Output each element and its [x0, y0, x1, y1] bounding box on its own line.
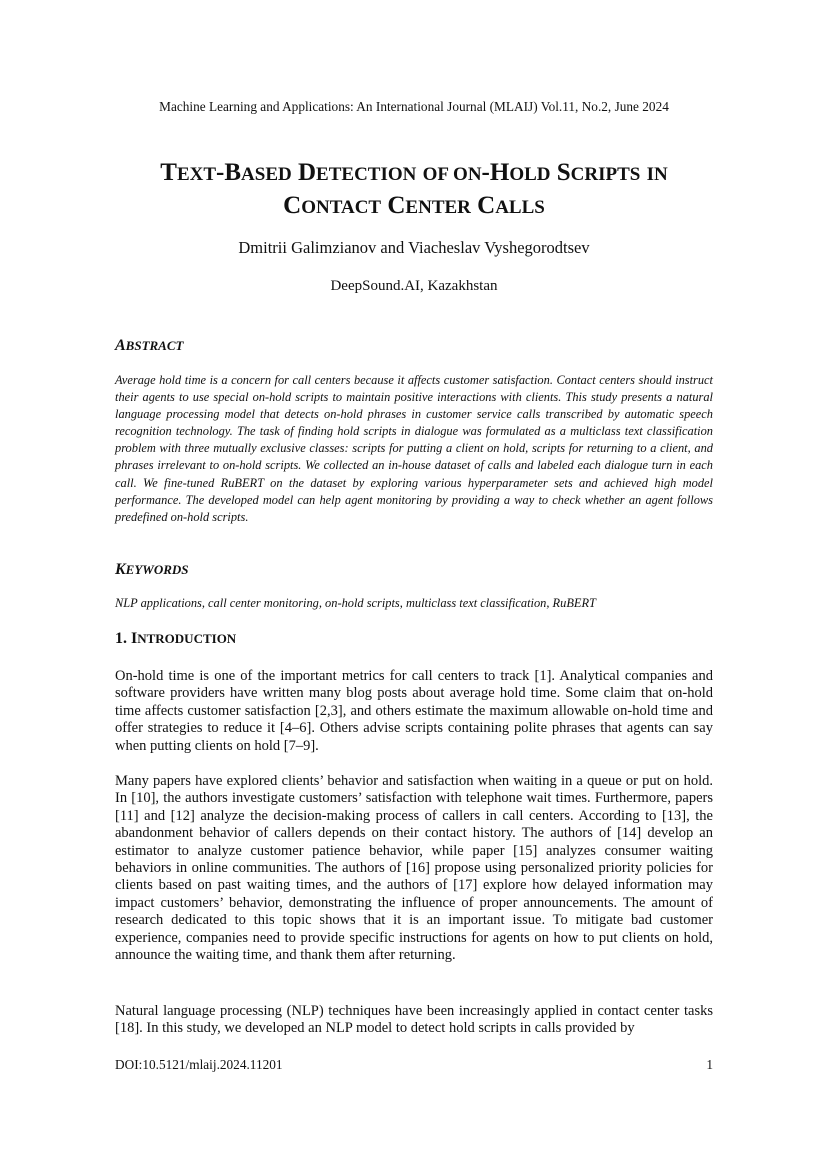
paper-title	[60, 157, 768, 223]
title-word-rest: ASED	[241, 164, 292, 185]
title-word-initial: C	[477, 192, 496, 219]
keywords-heading-rest: EYWORDS	[125, 562, 189, 577]
intro-paragraph-3: Natural language processing (NLP) techniques have been increasingly applied in contact center tasks [18]. In this study, we developed an NLP model to detect hold scripts in calls provided by	[115, 1003, 713, 1037]
title-word-initial: C	[387, 192, 406, 219]
footer-doi: DOI:10.5121/mlaij.2024.11201	[115, 1057, 283, 1072]
title-word-rest: ALLS	[495, 197, 545, 218]
title-word-rest: ENTER	[405, 197, 471, 218]
title-word-initial: S	[556, 159, 571, 186]
title-word-initial: H	[489, 159, 510, 186]
running-header: Machine Learning and Applications: An International Journal (MLAIJ) Vol.11, No.2, June 2024	[159, 99, 669, 114]
title-line-2	[60, 190, 768, 223]
keywords-heading-initial: K	[115, 561, 126, 578]
introduction-heading-rest: NTRODUCTION	[137, 631, 237, 646]
title-word-initial: C	[283, 192, 302, 219]
title-word-initial: D	[297, 159, 317, 186]
title-word-initial: B	[224, 159, 242, 186]
abstract-heading-rest: BSTRACT	[125, 338, 184, 353]
title-line-1	[60, 157, 768, 190]
title-word-rest: OLD	[509, 164, 551, 185]
title-word-rest: IN	[646, 164, 668, 185]
author-list: Dmitrii Galimzianov and Viacheslav Vyshegorodtsev	[238, 238, 590, 257]
title-separator: -	[481, 159, 490, 186]
introduction-heading	[115, 630, 236, 648]
intro-paragraph-1: On-hold time is one of the important metrics for call centers to track [1]. Analytical companies and software providers have written many blog posts about average hold time. Some claim that on-hold time affects customer satisfaction [2,3], and others estimate the maximum allowable on-hold time and offer strategies to reduce it [4–6]. Others advise scripts containing polite phrases that agents can say when putting clients on hold [7–9].	[115, 668, 713, 754]
introduction-heading-number: 1. I	[115, 630, 138, 647]
affiliation: DeepSound.AI, Kazakhstan	[330, 278, 498, 294]
title-word-rest: OF ON	[422, 164, 482, 185]
title-word-rest: CRIPTS	[570, 164, 641, 185]
keywords-text: NLP applications, call center monitoring, on-hold scripts, multiclass text classification, RuBERT	[115, 596, 596, 610]
intro-paragraph-2: Many papers have explored clients’ behavior and satisfaction when waiting in a queue or put on hold. In [10], the authors investigate customers’ satisfaction with telephone wait times. Furthermore, papers [11] and [12] analyze the decision-making process of callers in call centers. According to [13], the abandonment behavior of callers depends on their contact history. The authors of [14] develop an estimator to analyze customer patience behavior, while paper [15] analyzes consumer waiting behaviors in online communities. The authors of [16] propose using personalized priority policies for clients based on past waiting times, and the authors of [17] explore how delayed information may impact customers’ behavior, demonstrating the influence of proper announcements. The amount of research dedicated to this topic shows that it is an important issue. To mitigate bad customer experience, companies need to provide specific instructions for agents on how to put clients on hold, announce the waiting time, and thank them after returning.	[115, 773, 713, 964]
page-number: 1	[706, 1057, 713, 1072]
title-separator: -	[216, 159, 225, 186]
title-word-initial: T	[160, 159, 177, 186]
abstract-heading	[115, 337, 183, 355]
title-word-rest: ONTACT	[301, 197, 382, 218]
title-word-rest: ETECTION	[316, 164, 417, 185]
abstract-heading-initial: A	[115, 337, 126, 354]
keywords-heading	[115, 561, 189, 579]
abstract-text: Average hold time is a concern for call centers because it affects customer satisfaction. Contact centers should instruct their agents to use special on-hold scripts to maintain positive interactions with clients. This study presents a natural language processing model that detects on-hold phrases in customer service calls transcribed by automatic speech recognition technology. The task of finding hold scripts in dialogue was formulated as a multiclass text classification problem with three mutually exclusive classes: scripts for putting a client on hold, scripts for returning to a client, and phrases irrelevant to on-hold scripts. We collected an in-house dataset of calls and labeled each dialogue turn in each call. We fine-tuned RuBERT on the dataset by exploring various hyperparameter sets and achieved high model performance. The developed model can help agent monitoring by providing a way to check whether an agent follows predefined on-hold scripts.	[115, 373, 713, 524]
title-word-rest: EXT	[176, 164, 217, 185]
